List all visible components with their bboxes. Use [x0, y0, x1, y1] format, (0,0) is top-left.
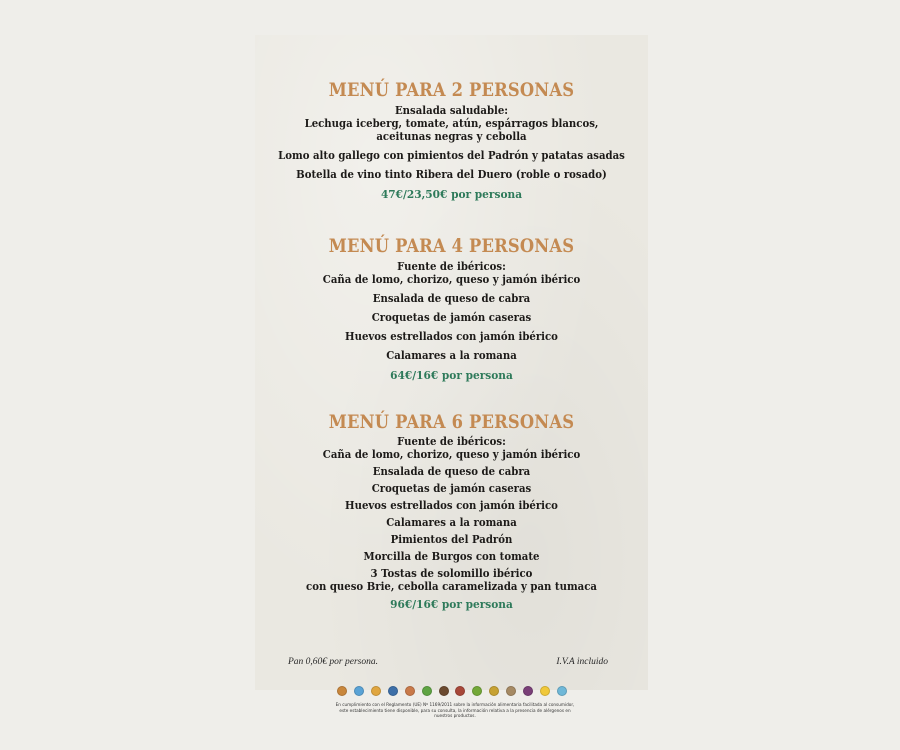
menu-item: Calamares a la romana	[386, 349, 517, 362]
allergen-legal-notice: En cumplimiento con el Reglamento (UE) Nº 1169/2011 sobre la información alimentaria facilitada al consumidor, este establecimiento tiene disponible, para su consulta, la información relativa a la presencia de alérgenos en nuestros productos.	[335, 702, 575, 719]
menu-item: Ensalada saludable:	[394, 104, 509, 117]
eggs-icon	[371, 686, 381, 696]
celery-icon	[472, 686, 482, 696]
mustard-icon	[489, 686, 499, 696]
menu-item: Caña de lomo, chorizo, queso y jamón ibérico	[322, 448, 581, 461]
menu-item: Huevos estrellados con jamón ibérico	[345, 499, 558, 512]
menu-title: MENÚ PARA 6 PERSONAS	[328, 411, 575, 433]
nuts-icon	[455, 686, 465, 696]
menu-item: Lechuga iceberg, tomate, atún, espárragos blancos,	[304, 117, 599, 130]
menu-price: 96€/16€ por persona	[390, 597, 513, 611]
menu-item: con queso Brie, cebolla caramelizada y pan tumaca	[306, 580, 597, 593]
menu-6-section	[255, 410, 648, 611]
molluscs-icon	[557, 686, 567, 696]
menu-item: Ensalada de queso de cabra	[372, 292, 531, 305]
fish-icon	[388, 686, 398, 696]
bread-note: Pan 0,60€ por persona.	[288, 657, 378, 667]
sulphites-icon	[523, 686, 533, 696]
menu-price: 47€/23,50€ por persona	[380, 187, 523, 201]
sesame-icon	[506, 686, 516, 696]
menu-title: MENÚ PARA 2 PERSONAS	[328, 79, 575, 101]
crustaceans-icon	[354, 686, 364, 696]
vat-note: I.V.A incluido	[556, 657, 608, 667]
menu-item: Morcilla de Burgos con tomate	[363, 550, 540, 563]
menu-item: Botella de vino tinto Ribera del Duero (roble o rosado)	[296, 168, 607, 181]
menu-card	[255, 35, 648, 719]
soy-icon	[422, 686, 432, 696]
menu-item: Lomo alto gallego con pimientos del Padrón y patatas asadas	[278, 149, 625, 162]
menu-item: Pimientos del Padrón	[390, 533, 513, 546]
milk-icon	[439, 686, 449, 696]
menu-item: Fuente de ibéricos:	[397, 435, 506, 448]
menu-item: Croquetas de jamón caseras	[371, 311, 532, 324]
menu-4-section	[255, 234, 648, 382]
menu-item: Huevos estrellados con jamón ibérico	[345, 330, 558, 343]
menu-item: Calamares a la romana	[386, 516, 517, 529]
lupin-icon	[540, 686, 550, 696]
menu-item: Caña de lomo, chorizo, queso y jamón ibérico	[322, 273, 581, 286]
menu-title: MENÚ PARA 4 PERSONAS	[328, 235, 575, 257]
menu-2-section	[255, 78, 648, 201]
menu-item: 3 Tostas de solomillo ibérico	[370, 567, 533, 580]
allergen-icons	[337, 686, 567, 696]
menu-item: Croquetas de jamón caseras	[371, 482, 532, 495]
menu-price: 64€/16€ por persona	[390, 368, 513, 382]
menu-item: aceitunas negras y cebolla	[376, 130, 527, 143]
menu-item: Fuente de ibéricos:	[397, 260, 506, 273]
gluten-icon	[337, 686, 347, 696]
menu-item: Ensalada de queso de cabra	[372, 465, 531, 478]
peanuts-icon	[405, 686, 415, 696]
